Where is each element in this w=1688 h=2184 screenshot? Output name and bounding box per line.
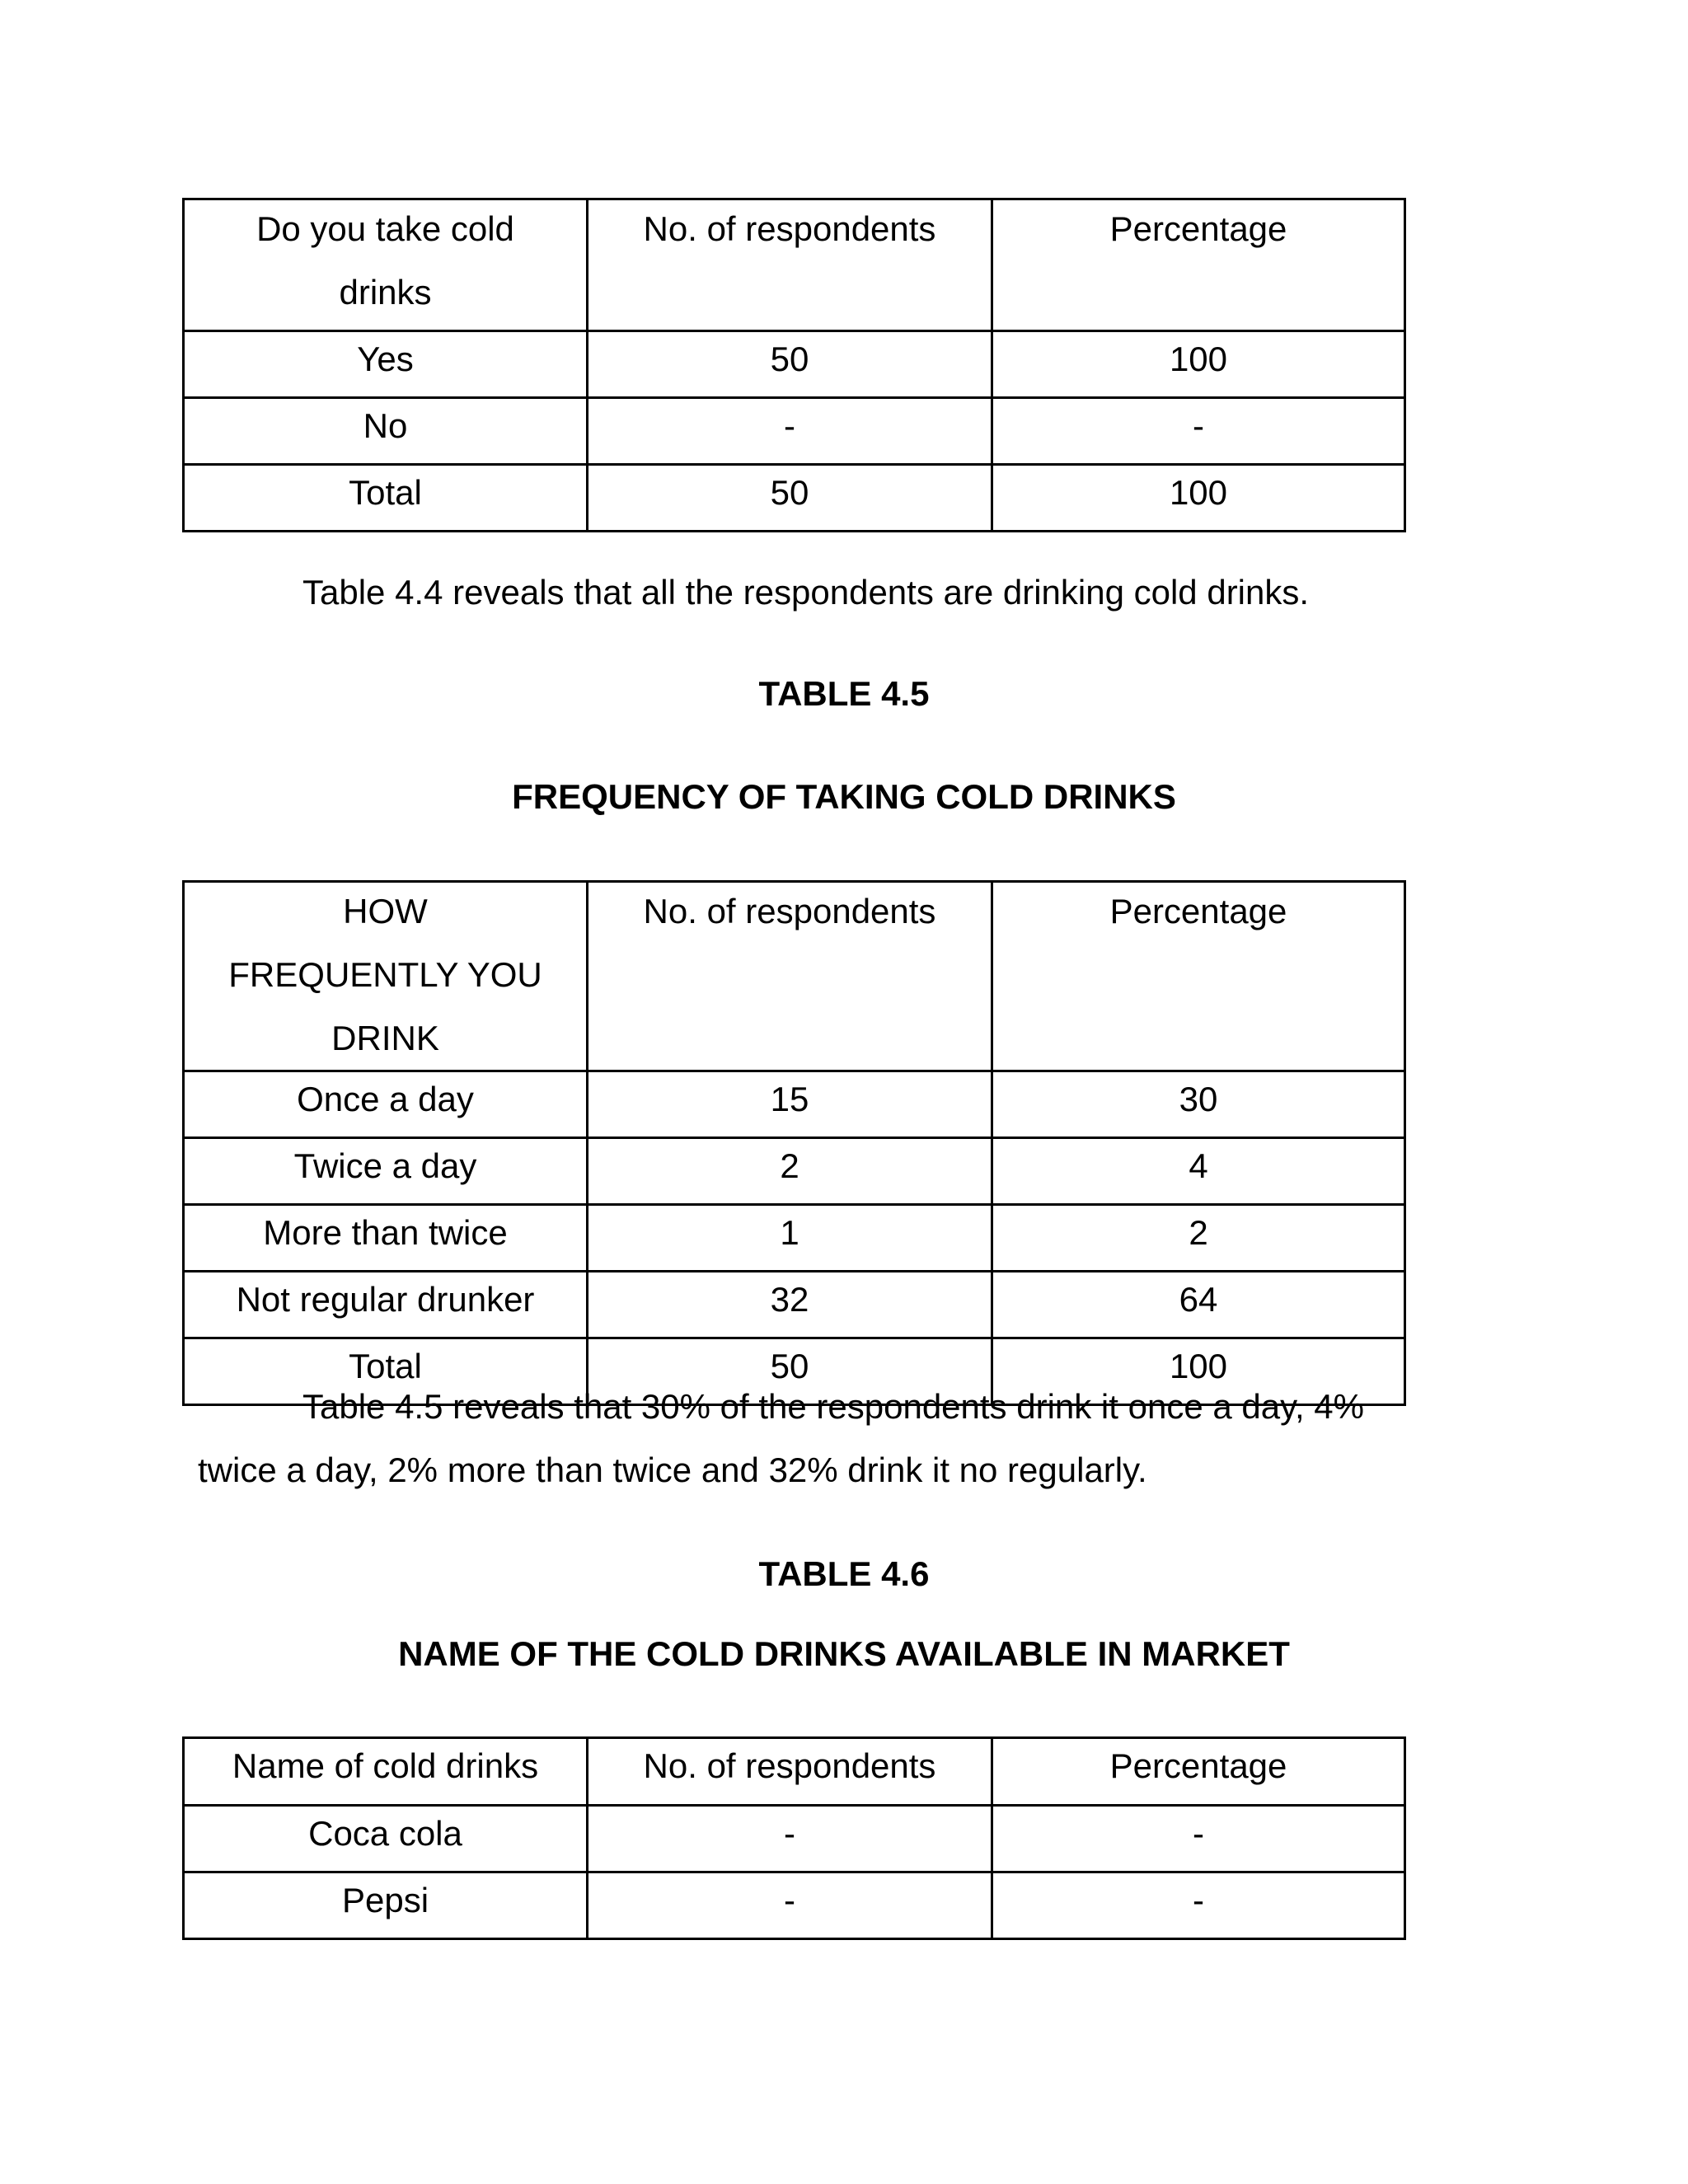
- table-cell: 1: [588, 1205, 992, 1272]
- table-cell: Once a day: [184, 1071, 588, 1138]
- table-cell: Twice a day: [184, 1138, 588, 1205]
- column-header: HOW FREQUENTLY YOU DRINK: [184, 882, 588, 1071]
- column-header: Do you take cold drinks: [184, 199, 588, 331]
- table-cell: 30: [992, 1071, 1405, 1138]
- table-row: [184, 1138, 1405, 1205]
- table-4-4: [182, 198, 1406, 532]
- table-cell: Total: [184, 1338, 588, 1405]
- column-header: Percentage: [992, 199, 1405, 331]
- table-cell: 2: [992, 1205, 1405, 1272]
- table-cell: -: [992, 1872, 1405, 1939]
- table-cell: 32: [588, 1272, 992, 1338]
- table-cell: 4: [992, 1138, 1405, 1205]
- table-header-row: [184, 1738, 1405, 1806]
- column-header: Percentage: [992, 1738, 1405, 1806]
- column-header: Percentage: [992, 882, 1405, 1071]
- table-4-5: [182, 880, 1406, 1406]
- table-cell: Pepsi: [184, 1872, 588, 1939]
- table-row: [184, 331, 1405, 398]
- table-row: [184, 1205, 1405, 1272]
- table-row: [184, 398, 1405, 465]
- table-cell: -: [588, 1872, 992, 1939]
- paragraph-table-4-5-line-2: twice a day, 2% more than twice and 32% drink it no regularly.: [198, 1451, 1147, 1489]
- table-cell: Coca cola: [184, 1806, 588, 1872]
- table-4-6-title: NAME OF THE COLD DRINKS AVAILABLE IN MARKET: [398, 1634, 1290, 1673]
- table-4-6-label: TABLE 4.6: [758, 1554, 930, 1593]
- table-header-row: [184, 882, 1405, 1071]
- paragraph-table-4-4: Table 4.4 reveals that all the respondents are drinking cold drinks.: [302, 573, 1310, 612]
- table-row: [184, 1071, 1405, 1138]
- table-cell: 100: [992, 331, 1405, 398]
- table-cell: 50: [588, 1338, 992, 1405]
- table-row: [184, 1806, 1405, 1872]
- table-header-row: [184, 199, 1405, 331]
- column-header: No. of respondents: [588, 882, 992, 1071]
- column-header: No. of respondents: [588, 199, 992, 331]
- paragraph-table-4-5-line-1: Table 4.5 reveals that 30% of the respondents drink it once a day, 4%: [302, 1387, 1365, 1426]
- column-header: No. of respondents: [588, 1738, 992, 1806]
- table-cell: 100: [992, 1338, 1405, 1405]
- column-header: Name of cold drinks: [184, 1738, 588, 1806]
- table-4-5-title: FREQUENCY OF TAKING COLD DRINKS: [512, 777, 1176, 816]
- table-row: [184, 465, 1405, 532]
- table-cell: -: [588, 1806, 992, 1872]
- table-cell: 50: [588, 465, 992, 532]
- table-cell: 15: [588, 1071, 992, 1138]
- table-4-5-label: TABLE 4.5: [758, 674, 930, 713]
- table-cell: 50: [588, 331, 992, 398]
- table-cell: Yes: [184, 331, 588, 398]
- table-cell: 64: [992, 1272, 1405, 1338]
- table-cell: Not regular drunker: [184, 1272, 588, 1338]
- table-4-6: [182, 1736, 1406, 1940]
- table-cell: Total: [184, 465, 588, 532]
- table-cell: -: [992, 1806, 1405, 1872]
- table-cell: 2: [588, 1138, 992, 1205]
- table-row: [184, 1272, 1405, 1338]
- table-cell: -: [588, 398, 992, 465]
- table-cell: No: [184, 398, 588, 465]
- table-cell: 100: [992, 465, 1405, 532]
- table-row: [184, 1872, 1405, 1939]
- table-cell: More than twice: [184, 1205, 588, 1272]
- table-cell: -: [992, 398, 1405, 465]
